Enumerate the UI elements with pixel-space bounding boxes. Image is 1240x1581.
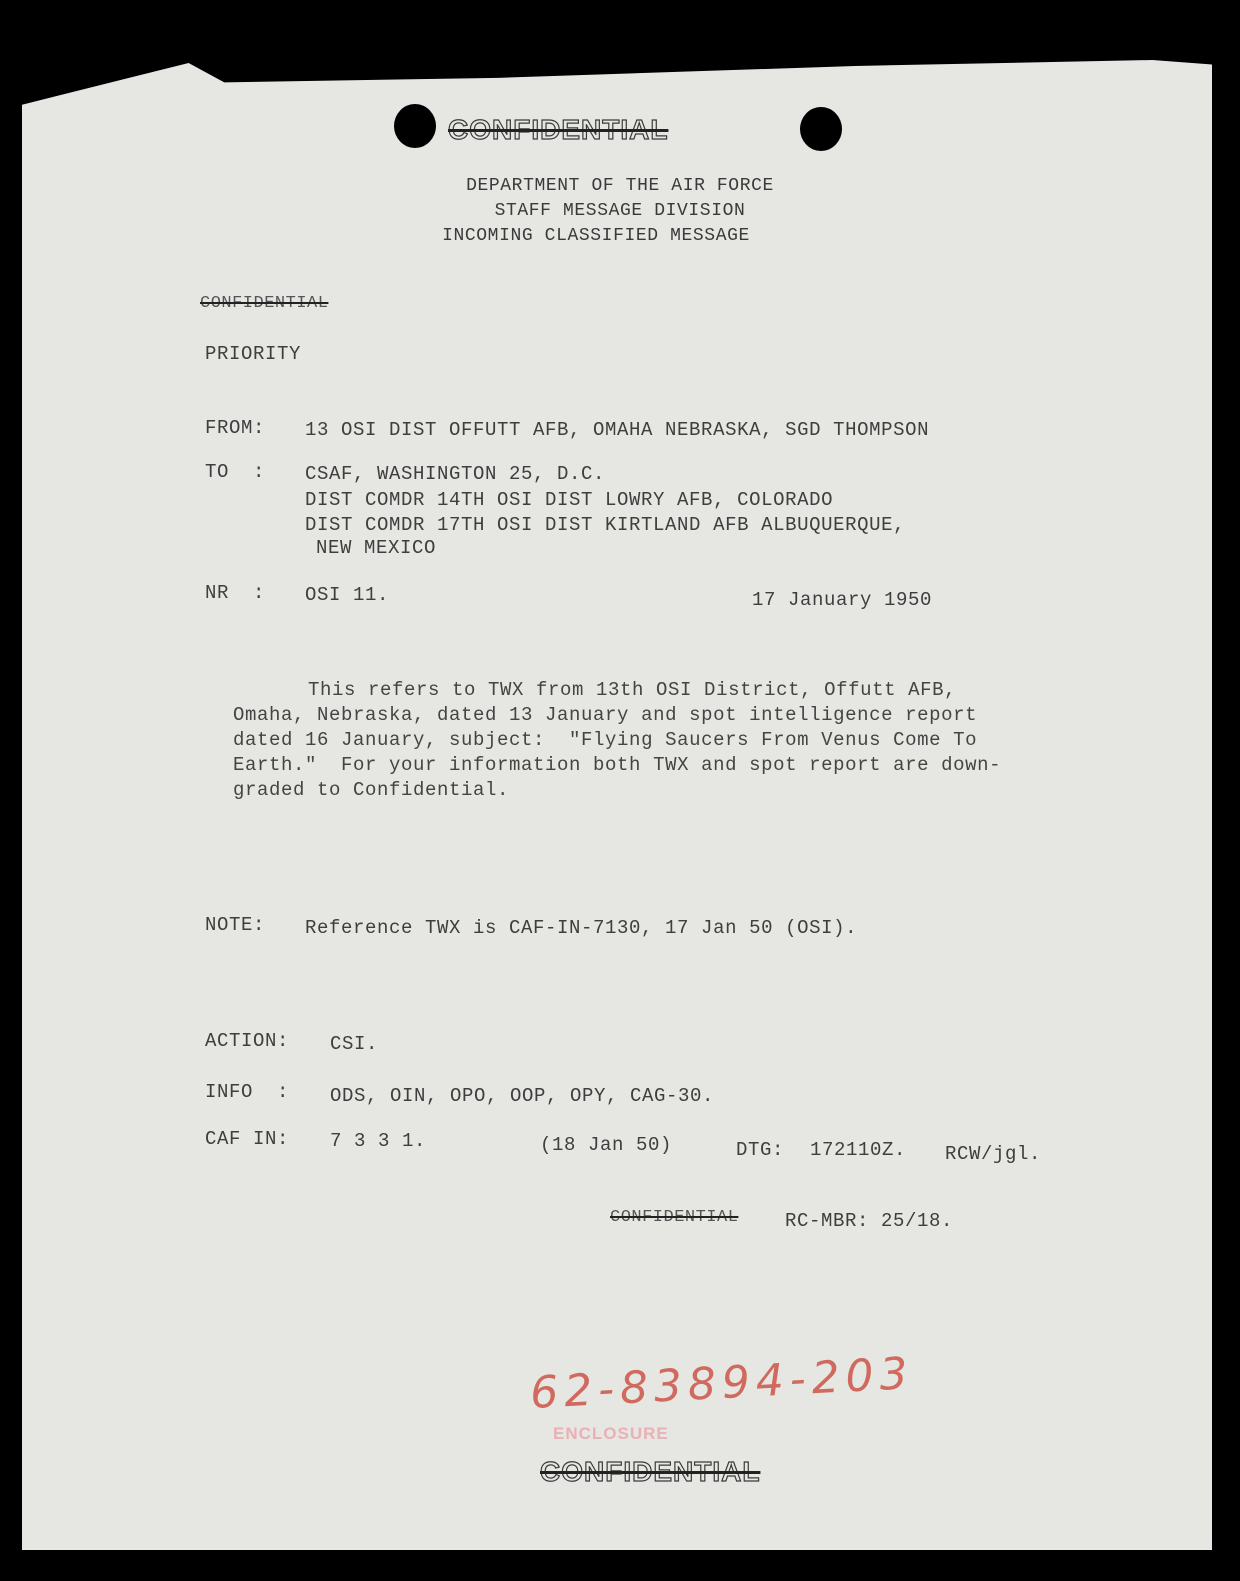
document-page (22, 60, 1212, 1550)
nr-label: NR : (205, 582, 266, 604)
from-label: FROM: (205, 417, 266, 439)
note-value: Reference TWX is CAF-IN-7130, 17 Jan 50 (OSI). (305, 917, 858, 939)
cafin-date: (18 Jan 50) (540, 1134, 673, 1156)
handwritten-file-number: 62-83894-203 (528, 1347, 915, 1420)
cafin-label: CAF IN: (205, 1128, 290, 1150)
footer-ref: RC-MBR: 25/18. (785, 1210, 954, 1232)
punch-hole-right (800, 107, 842, 151)
enclosure-stamp: ENCLOSURE (553, 1424, 669, 1443)
to-line-3: DIST COMDR 17TH OSI DIST KIRTLAND AFB ALBUQUERQUE, (305, 514, 906, 536)
info-label: INFO : (205, 1081, 290, 1103)
priority-label: PRIORITY (205, 343, 302, 365)
to-line-2: DIST COMDR 14TH OSI DIST LOWRY AFB, COLORADO (305, 489, 834, 511)
dtg-value: 172110Z. (810, 1139, 907, 1161)
cafin-number: 7 3 3 1. (330, 1130, 427, 1152)
body-line-1: This refers to TWX from 13th OSI District, Offutt AFB, (308, 679, 957, 701)
to-line-4: NEW MEXICO (316, 537, 437, 559)
initials: RCW/jgl. (945, 1143, 1042, 1165)
body-line-2: Omaha, Nebraska, dated 13 January and spot intelligence report (233, 704, 978, 726)
body-line-4: Earth." For your information both TWX and spot report are down- (233, 754, 1002, 776)
header-line-3: INCOMING CLASSIFIED MESSAGE (442, 226, 750, 246)
dtg-label: DTG: (736, 1139, 785, 1161)
header-line-2: STAFF MESSAGE DIVISION (494, 201, 746, 221)
header-line-1: DEPARTMENT OF THE AIR FORCE (466, 176, 774, 196)
action-label: ACTION: (205, 1030, 290, 1052)
confidential-stamp-bottom: CONFIDENTIAL (540, 1456, 761, 1487)
body-line-5: graded to Confidential. (233, 779, 510, 801)
punch-hole-left (394, 104, 436, 148)
to-line-1: CSAF, WASHINGTON 25, D.C. (305, 463, 606, 485)
classification-struck: CONFIDENTIAL (200, 294, 329, 313)
info-value: ODS, OIN, OPO, OOP, OPY, CAG-30. (330, 1085, 715, 1107)
body-line-3: dated 16 January, subject: "Flying Saucers From Venus Come To (233, 729, 978, 751)
note-label: NOTE: (205, 914, 266, 936)
message-date: 17 January 1950 (752, 589, 933, 611)
confidential-stamp-top: CONFIDENTIAL (448, 114, 669, 145)
nr-value: OSI 11. (305, 584, 390, 606)
to-label: TO : (205, 461, 266, 483)
footer-classification-struck: CONFIDENTIAL (610, 1208, 739, 1227)
action-value: CSI. (330, 1033, 379, 1055)
from-value: 13 OSI DIST OFFUTT AFB, OMAHA NEBRASKA, SGD THOMPSON (305, 419, 930, 441)
